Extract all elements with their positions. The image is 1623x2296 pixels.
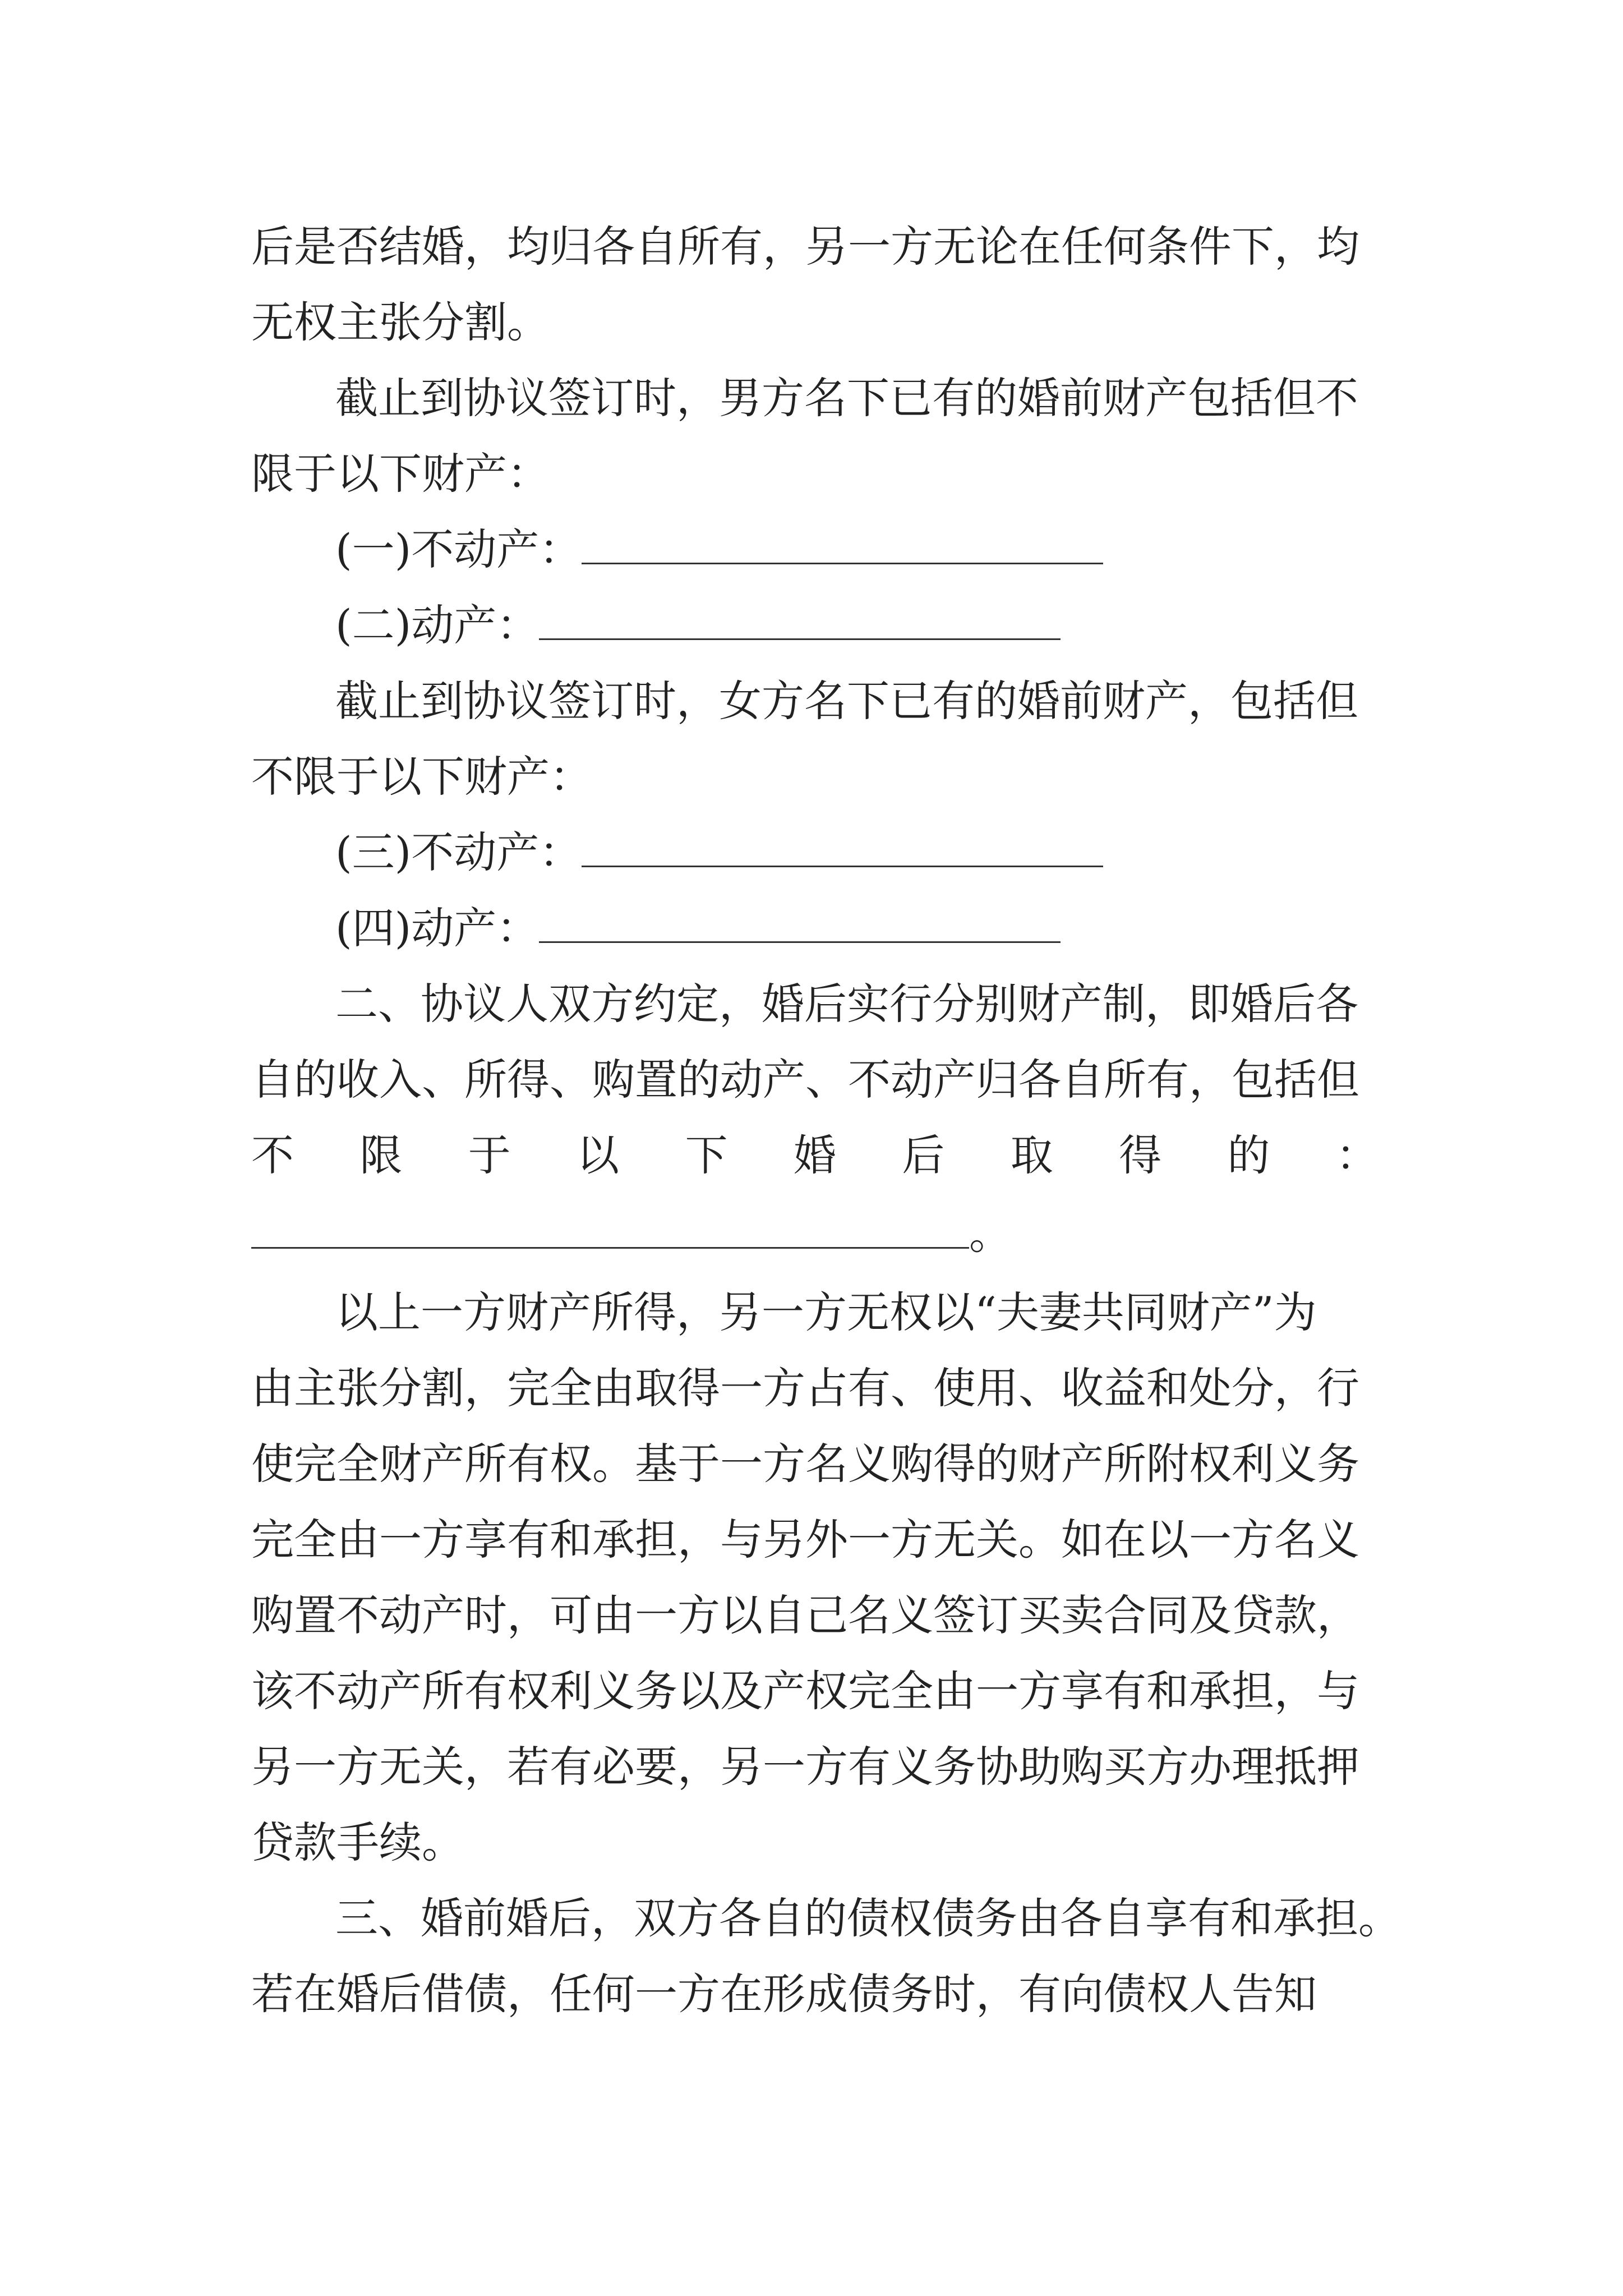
text-line: 自的收入、所得、购置的动产、不动产归各自所有，包括但 (251, 1055, 1359, 1105)
text-line: 若在婚后借债，任何一方在形成债务时，有向债权人告知 (251, 1969, 1317, 2019)
fill-in-blank (582, 528, 1103, 564)
property-label: (二)动产： (335, 600, 540, 650)
fill-in-blank (582, 831, 1103, 867)
property-item-real-estate-male (335, 522, 1103, 578)
spaced-char: 限 (359, 1130, 403, 1180)
fill-in-blank (251, 1212, 969, 1249)
property-item-movables-male (335, 597, 1061, 654)
text-line: 后是否结婚，均归各自所有，另一方无论在任何条件下，均 (251, 222, 1359, 272)
paragraph-line: 以上一方财产所得，另一方无权以“夫妻共同财产”为 (335, 1287, 1317, 1337)
property-label: (三)不动产： (335, 827, 582, 877)
text-line: 限于以下财产： (251, 449, 550, 499)
property-item-movables-female (335, 900, 1061, 956)
fill-in-blank (539, 604, 1061, 640)
text-line: 无权主张分割。 (251, 297, 550, 347)
paragraph-line: 截止到协议签订时，男方名下已有的婚前财产包括但不 (335, 373, 1358, 423)
blank-fill-line (251, 1206, 1012, 1262)
text-line: 使完全财产所有权。基于一方名义购得的财产所附权利义务 (251, 1439, 1359, 1489)
period-mark: 。 (969, 1209, 1012, 1259)
paragraph-line: 二、协议人双方约定，婚后实行分别财产制，即婚后各 (335, 979, 1358, 1029)
spaced-char: 取 (1010, 1130, 1053, 1180)
spaced-char: 的 (1227, 1130, 1270, 1180)
text-line: 贷款手续。 (251, 1818, 464, 1867)
text-line: 该不动产所有权利义务以及产权完全由一方享有和承担，与 (251, 1666, 1359, 1716)
text-line: 购置不动产时，可由一方以自己名义签订买卖合同及贷款， (251, 1590, 1359, 1640)
spaced-char: ： (1335, 1130, 1378, 1180)
spaced-char: 婚 (793, 1130, 836, 1180)
spaced-char: 下 (685, 1130, 728, 1180)
spaced-char: 不 (251, 1130, 294, 1180)
text-line: 完全由一方享有和承担，与另外一方无关。如在以一方名义 (251, 1515, 1359, 1565)
paragraph-line: 三、婚前婚后，双方各自的债权债务由各自享有和承担。 (335, 1893, 1401, 1943)
property-label: (一)不动产： (335, 524, 582, 574)
spaced-char: 得 (1119, 1130, 1162, 1180)
paragraph-line: 截止到协议签订时，女方名下已有的婚前财产，包括但 (335, 676, 1358, 726)
property-item-real-estate-female (335, 825, 1103, 881)
spaced-char: 以 (577, 1130, 620, 1180)
text-line: 不限于以下财产： (251, 752, 592, 802)
spaced-char: 于 (468, 1130, 511, 1180)
spaced-char: 后 (902, 1130, 945, 1180)
text-line: 由主张分割，完全由取得一方占有、使用、收益和处分，行 (251, 1363, 1359, 1413)
text-line: 另一方无关，若有必要，另一方有义务协助购买方办理抵押 (251, 1742, 1359, 1792)
fill-in-blank (539, 907, 1061, 943)
property-label: (四)动产： (335, 903, 540, 953)
spaced-text-line (251, 1128, 1378, 1184)
